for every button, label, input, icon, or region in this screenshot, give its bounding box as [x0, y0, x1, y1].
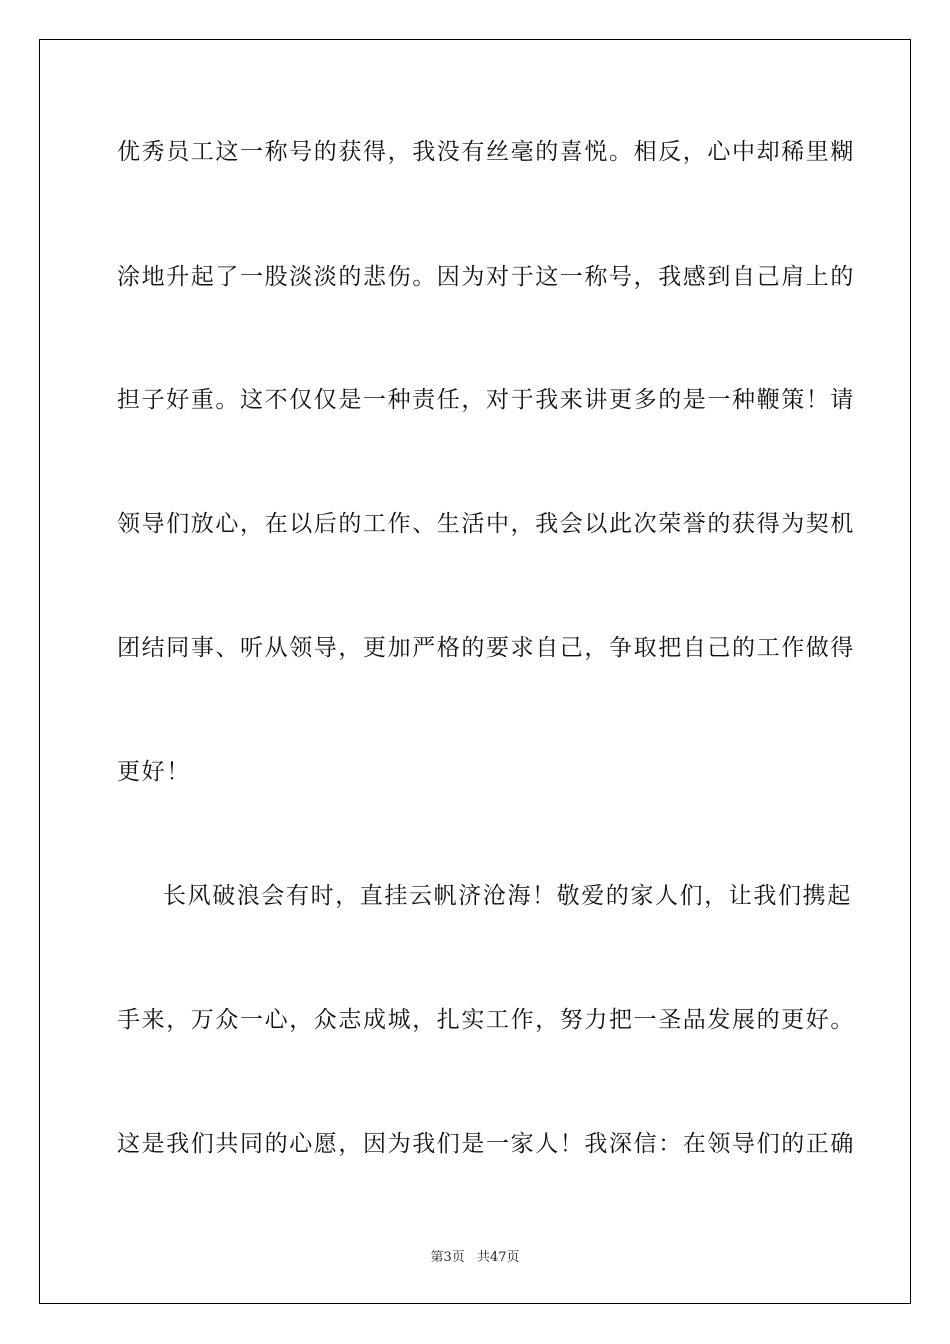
text-line: 这是我们共同的心愿，因为我们是一家人！我深信：在领导们的正确 — [117, 1131, 855, 1157]
page-total: 共47页 — [476, 1250, 520, 1265]
text-line: 涂地升起了一股淡淡的悲伤。因为对于这一称号，我感到自己肩上的 — [117, 264, 855, 290]
page-number: 第3页 — [430, 1250, 465, 1265]
text-line: 领导们放心，在以后的工作、生活中，我会以此次荣誉的获得为契机 — [117, 511, 855, 537]
text-line: 优秀员工这一称号的获得，我没有丝毫的喜悦。相反，心中却稀里糊 — [117, 139, 855, 165]
page-border — [39, 39, 911, 1304]
text-line: 担子好重。这不仅仅是一种责任，对于我来讲更多的是一种鞭策！请 — [117, 387, 855, 413]
text-line: 团结同事、听从领导，更加严格的要求自己，争取把自己的工作做得 — [117, 635, 855, 661]
text-line: 长风破浪会有时，直挂云帆济沧海！敬爱的家人们，让我们携起 — [163, 883, 852, 909]
page-footer — [0, 1246, 950, 1265]
text-line: 手来，万众一心，众志成城，扎实工作，努力把一圣品发展的更好。 — [117, 1007, 855, 1033]
text-line: 更好！ — [117, 759, 191, 785]
